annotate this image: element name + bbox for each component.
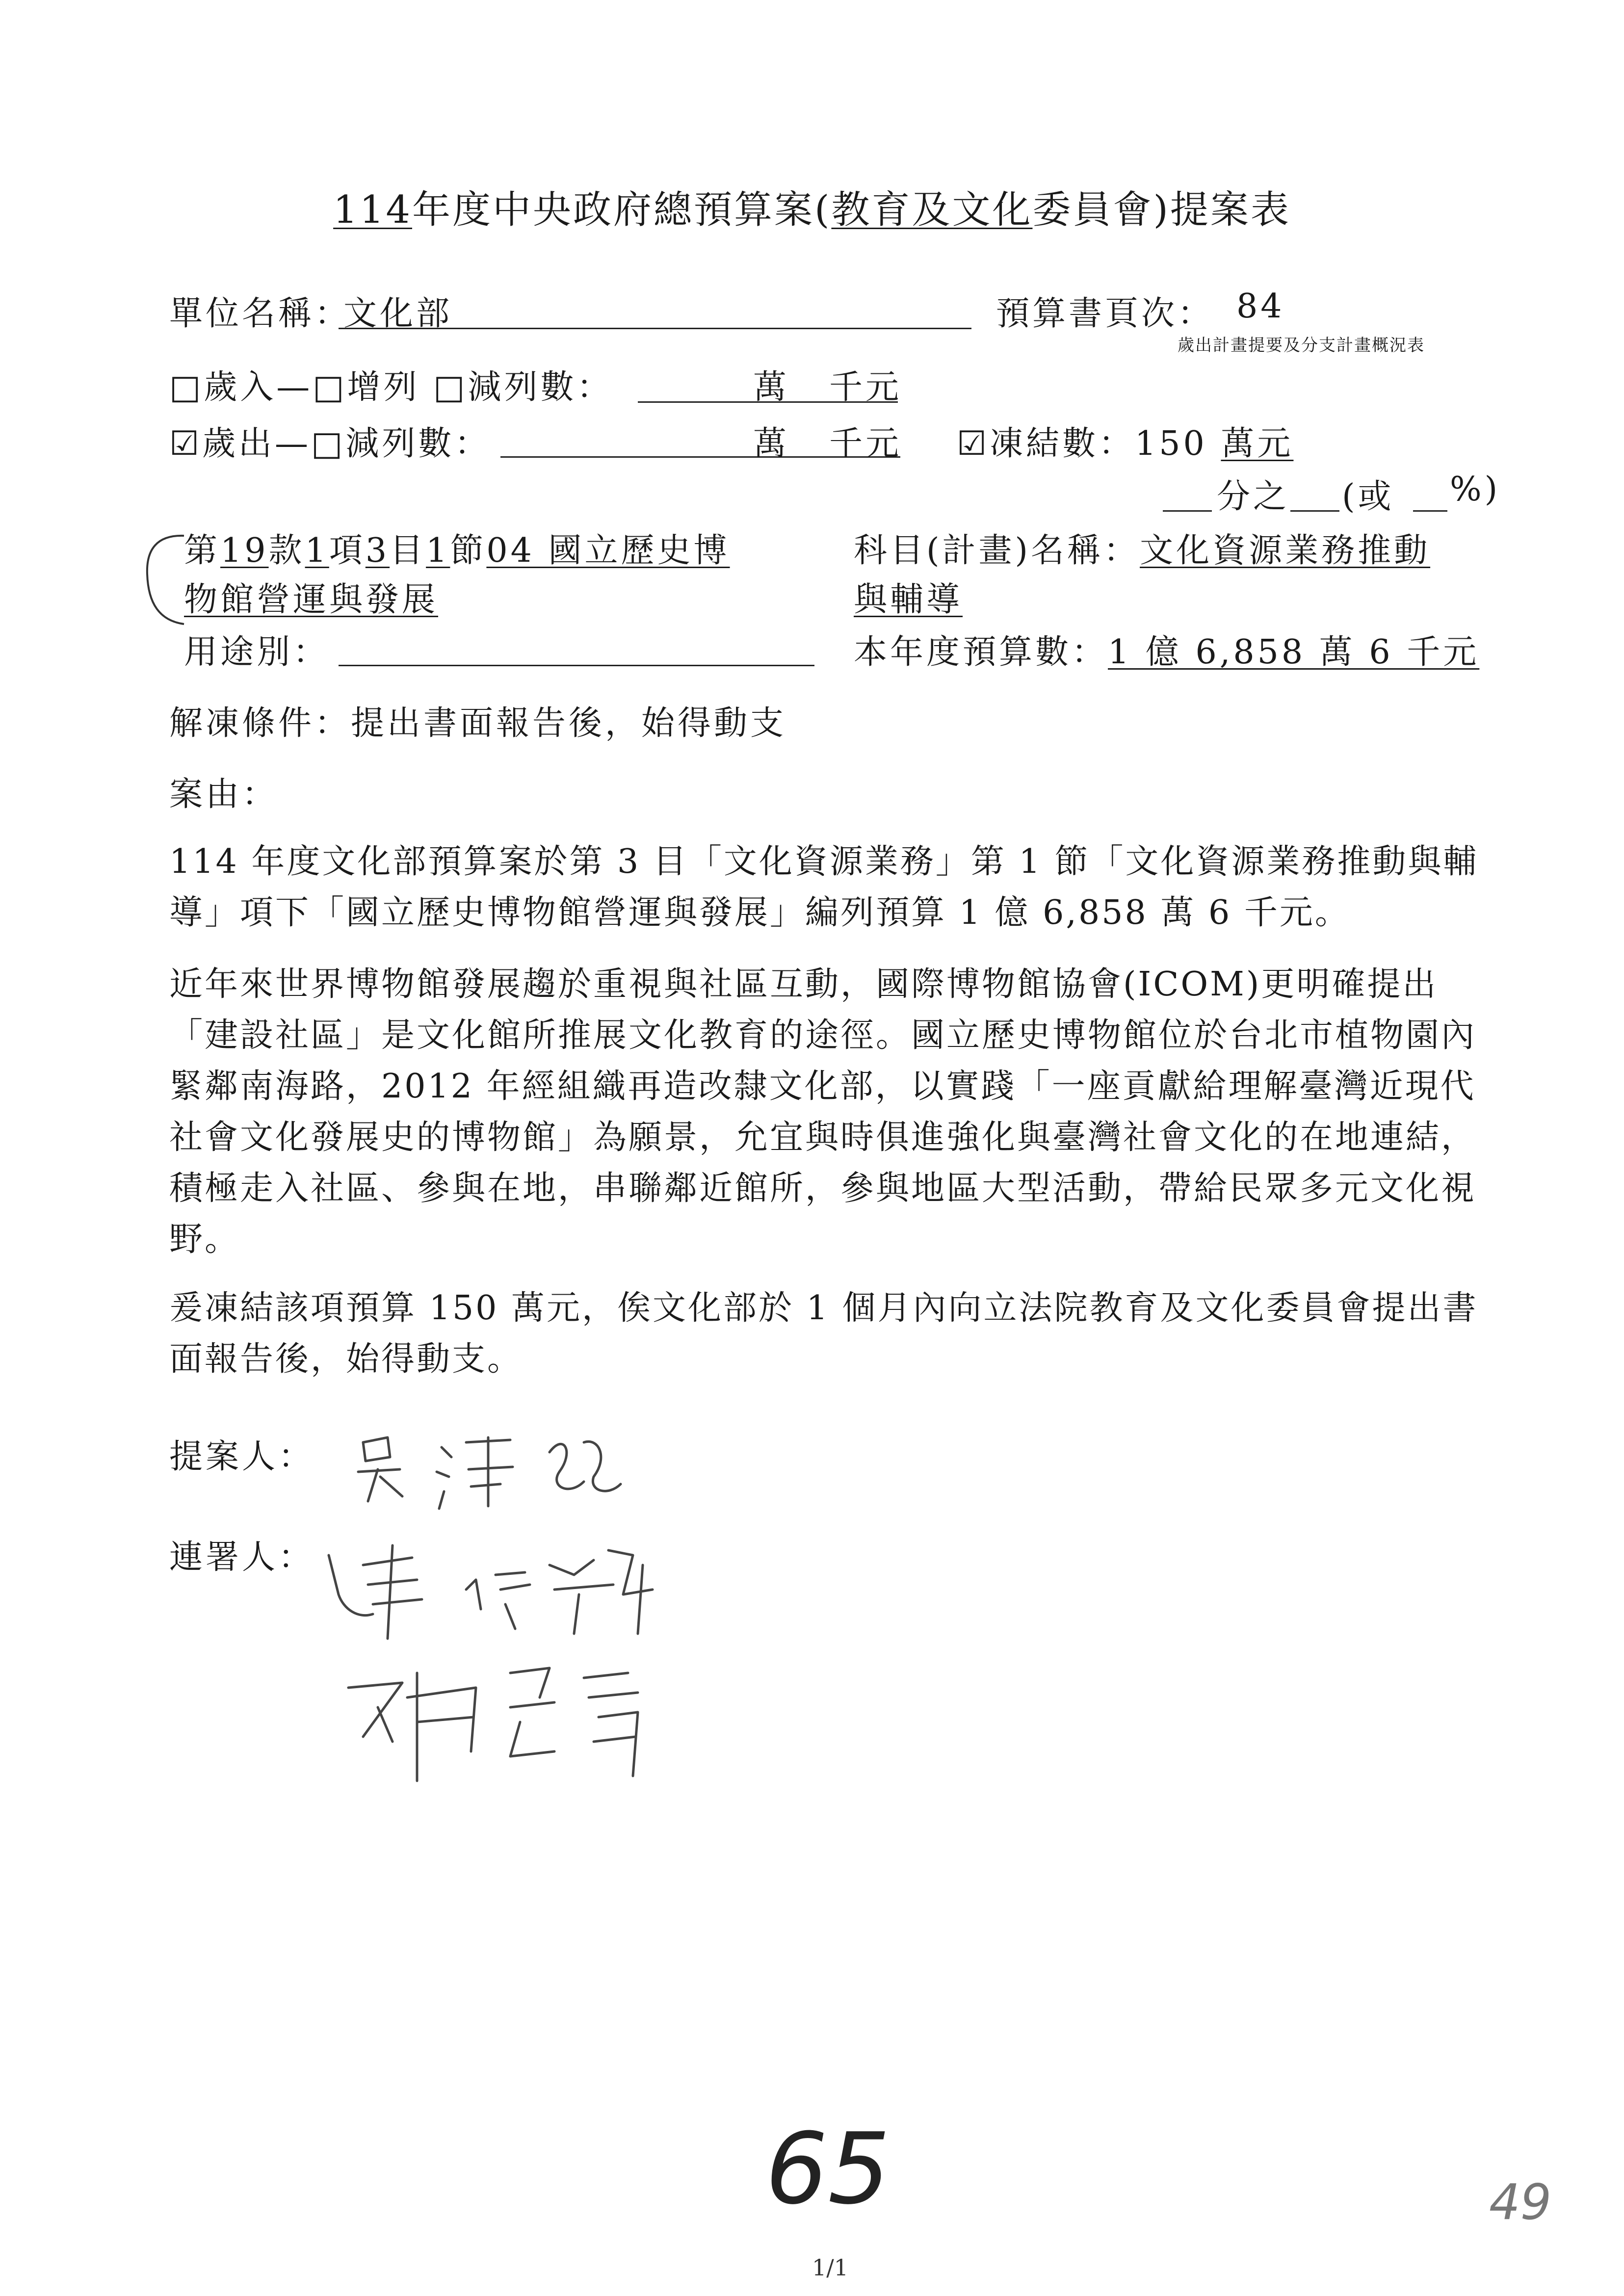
- revenue-checkbox: □: [169, 368, 204, 407]
- item-xiang-no: 1: [305, 531, 329, 570]
- handwritten-page-number-text: 65: [765, 2114, 891, 2222]
- program-name-2: 與輔導: [854, 580, 963, 619]
- item-xiang: 項: [329, 531, 366, 570]
- budget-page-note: 歲出計畫提要及分支計畫概況表: [1178, 336, 1425, 355]
- freeze-row: [957, 417, 1293, 465]
- expense-row: [169, 417, 491, 465]
- decrease-checkbox: □: [433, 368, 468, 407]
- handwritten-corner-number: 49: [1489, 2173, 1552, 2231]
- program-label: 科目(計畫)名稱：: [854, 531, 1140, 570]
- current-budget-label: 本年度預算數：: [854, 633, 1108, 672]
- paragraph-2: 近年來世界博物館發展趨於重視與社區互動，國際博物館協會(ICOM)更明確提出「建設社區」是文化館所推展文化教育的途徑。國立歷史博物館位於台北市植物園內緊鄰南海路，2012 年經組織再造改隸文化部，以實踐「一座貢獻給理解臺灣近現代社會文化發展史的博物館」為願景，允宜與時俱進強化與臺灣社會文化的在地連結，積極走入社區、參與在地，串聯鄰近館所，參與地區大型活動，帶給民眾多元文化視野。: [169, 965, 1477, 1259]
- revenue-label: 歲入—: [204, 368, 313, 407]
- freeze-label: 凍結數：: [989, 424, 1135, 463]
- expense-decrease-checkbox: □: [311, 424, 346, 463]
- item-jie-no: 1: [426, 531, 450, 570]
- title-post: 委員會)提案表: [1032, 188, 1291, 232]
- item-mu: 目: [390, 531, 426, 570]
- expense-checkbox: ☑: [169, 424, 202, 463]
- proposer-label: 提案人：: [169, 1437, 315, 1476]
- unfreeze-row: [169, 697, 786, 744]
- freeze-checkbox: ☑: [957, 424, 990, 463]
- ratio-pct: %): [1450, 470, 1501, 509]
- paragraph-3: 爰凍結該項預算 150 萬元，俟文化部於 1 個月內向立法院教育及文化委員會提出書面報告後，始得動支。: [169, 1289, 1478, 1379]
- unit-label: 單位名稱：: [169, 294, 351, 333]
- item-kuan: 款: [268, 531, 305, 570]
- unit-underline: [339, 328, 971, 329]
- handwritten-page-number: [756, 2114, 962, 2222]
- item-kuan-no: 19: [220, 531, 269, 570]
- item-jie: 節: [450, 531, 487, 570]
- current-budget-value: 1 億 6,858 萬 6 千元: [1108, 633, 1480, 672]
- ratio-blank-1: [1163, 510, 1212, 512]
- reason-label: 案由：: [169, 775, 279, 814]
- unit-value: 文化部: [343, 294, 453, 333]
- unfreeze-label: 解凍條件：: [169, 704, 351, 743]
- decrease-label: 減列數：: [468, 368, 613, 407]
- revenue-wan: 萬: [753, 368, 790, 407]
- proposer-signature: [353, 1423, 628, 1511]
- program-line-1: [854, 524, 1430, 572]
- page-title: [0, 179, 1624, 234]
- bracket-mark: [142, 530, 186, 628]
- expense-wan: 萬: [753, 424, 790, 463]
- item-line1-rest: 04 國立歷史博: [486, 531, 730, 570]
- ratio-fen-zhi: 分之: [1217, 477, 1290, 516]
- expense-qian: 千元: [829, 424, 902, 463]
- freeze-amount: 150: [1134, 424, 1207, 463]
- expense-decrease-label: 減列數：: [345, 424, 491, 463]
- freeze-unit: 萬元: [1221, 424, 1294, 463]
- item-line-1: [184, 524, 730, 572]
- program-name-1: 文化資源業務推動: [1140, 531, 1431, 570]
- cosigner-signature-2: [334, 1653, 687, 1800]
- item-line-2: 物館營運與發展: [184, 580, 439, 619]
- ratio-blank-2: [1290, 510, 1339, 512]
- budget-page-value: 84: [1236, 287, 1285, 326]
- item-mu-no: 3: [365, 531, 390, 570]
- ratio-huo: (或: [1342, 477, 1394, 516]
- revenue-row: [169, 361, 613, 408]
- increase-label: 增列: [347, 368, 420, 407]
- increase-checkbox: □: [313, 368, 347, 407]
- revenue-qian: 千元: [829, 368, 902, 407]
- usage-label: 用途別：: [184, 633, 330, 672]
- cosigner-label: 連署人：: [169, 1538, 315, 1577]
- ratio-blank-3: [1413, 510, 1447, 512]
- usage-underline: [339, 665, 814, 666]
- item-di: 第: [184, 531, 221, 570]
- budget-page-label: 預算書頁次：: [996, 294, 1214, 333]
- unfreeze-value: 提出書面報告後，始得動支: [351, 704, 787, 743]
- title-committee: 教育及文化: [831, 188, 1033, 232]
- title-year: 114: [333, 188, 412, 232]
- current-budget-row: [854, 626, 1479, 673]
- cosigner-signature-1: [319, 1536, 662, 1644]
- expense-label: 歲出—: [202, 424, 311, 463]
- footer-page-count: 1/1: [812, 2254, 849, 2281]
- title-pre: 年度中央政府總預算案(: [412, 188, 832, 232]
- paragraph-1: 114 年度文化部預算案於第 3 目「文化資源業務」第 1 節「文化資源業務推動與輔導」項下「國立歷史博物館營運與發展」編列預算 1 億 6,858 萬 6 千元。: [169, 842, 1479, 932]
